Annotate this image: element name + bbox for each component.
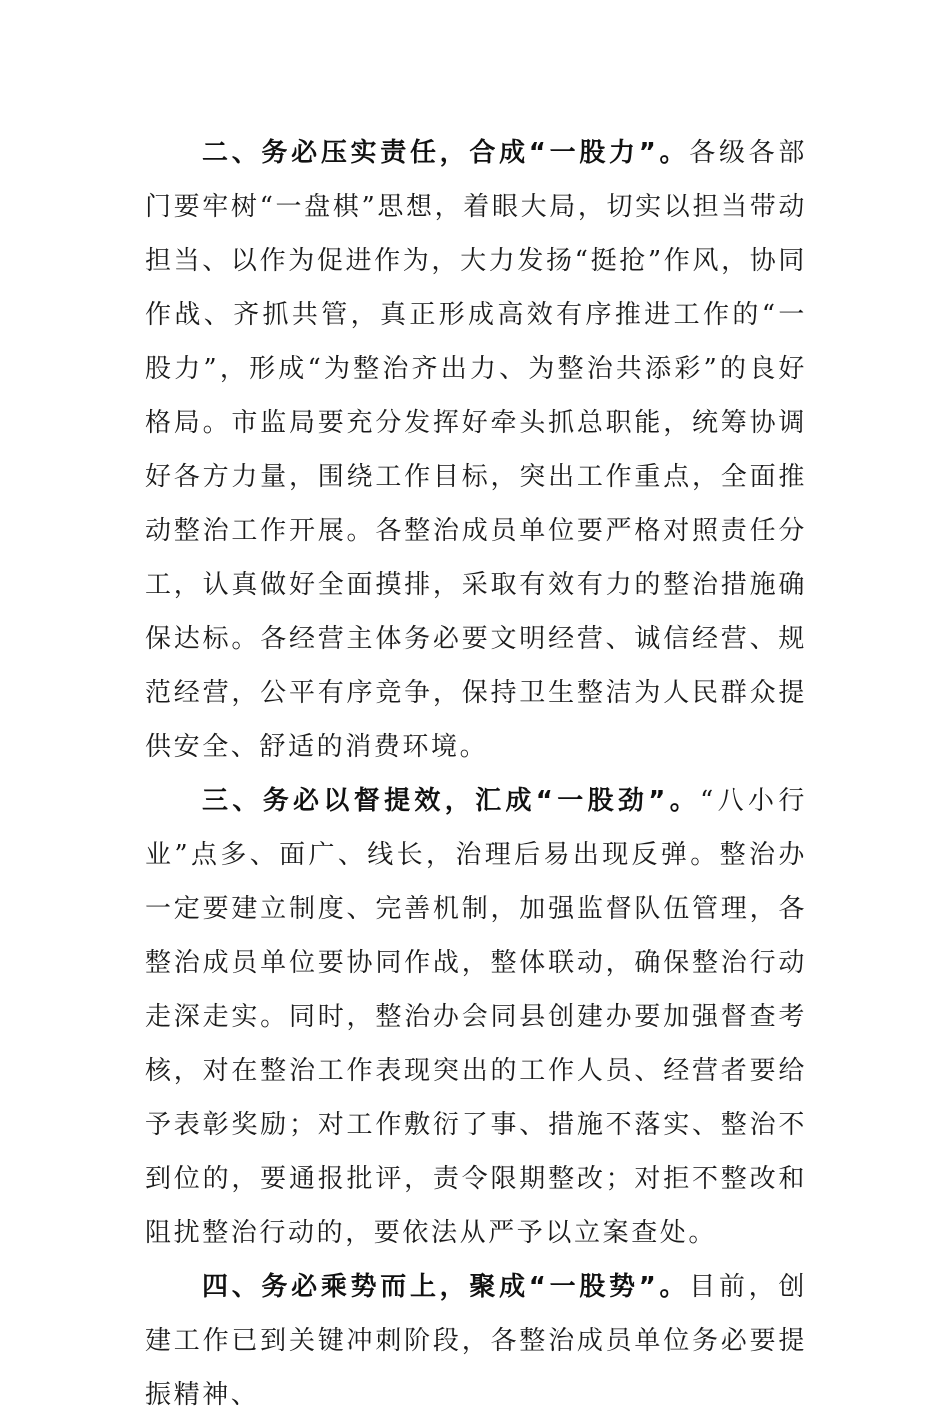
paragraph-responsibility	[145, 126, 807, 774]
paragraph-momentum	[145, 1260, 807, 1422]
paragraph-heading: 三、务必以督提效，汇成“一股劲”。	[202, 786, 701, 816]
paragraph-heading: 二、务必压实责任，合成“一股力”。	[202, 138, 690, 168]
paragraph-heading: 四、务必乘势而上，聚成“一股势”。	[202, 1272, 690, 1302]
paragraph-text: “八小行业”点多、面广、线长，治理后易出现反弹。整治办一定要建立制度、完善机制，加强监督队伍管理，各整治成员单位要协同作战，整体联动，确保整治行动走深走实。同时，整治办会同县创建办要加强督查考核，对在整治工作表现突出的工作人员、经营者要给予表彰奖励；对工作敷衍了事、措施不落实、整治不到位的，要通报批评，责令限期整改；对拒不整改和阻扰整治行动的，要依法从严予以立案查处。	[145, 786, 807, 1248]
paragraph-text: 目前，创建工作已到关键冲刺阶段，各整治成员单位务必要提振精神、	[145, 1272, 807, 1410]
paragraph-supervision	[145, 774, 807, 1260]
document-body	[145, 126, 807, 1422]
paragraph-text: 各级各部门要牢树“一盘棋”思想，着眼大局，切实以担当带动担当、以作为促进作为，大力发扬“挺抢”作风，协同作战、齐抓共管，真正形成高效有序推进工作的“一股力”，形成“为整治齐出力、为整治共添彩”的良好格局。市监局要充分发挥好牵头抓总职能，统筹协调好各方力量，围绕工作目标，突出工作重点，全面推动整治工作开展。各整治成员单位要严格对照责任分工，认真做好全面摸排，采取有效有力的整治措施确保达标。各经营主体务必要文明经营、诚信经营、规范经营，公平有序竞争，保持卫生整洁为人民群众提供安全、舒适的消费环境。	[145, 138, 807, 762]
